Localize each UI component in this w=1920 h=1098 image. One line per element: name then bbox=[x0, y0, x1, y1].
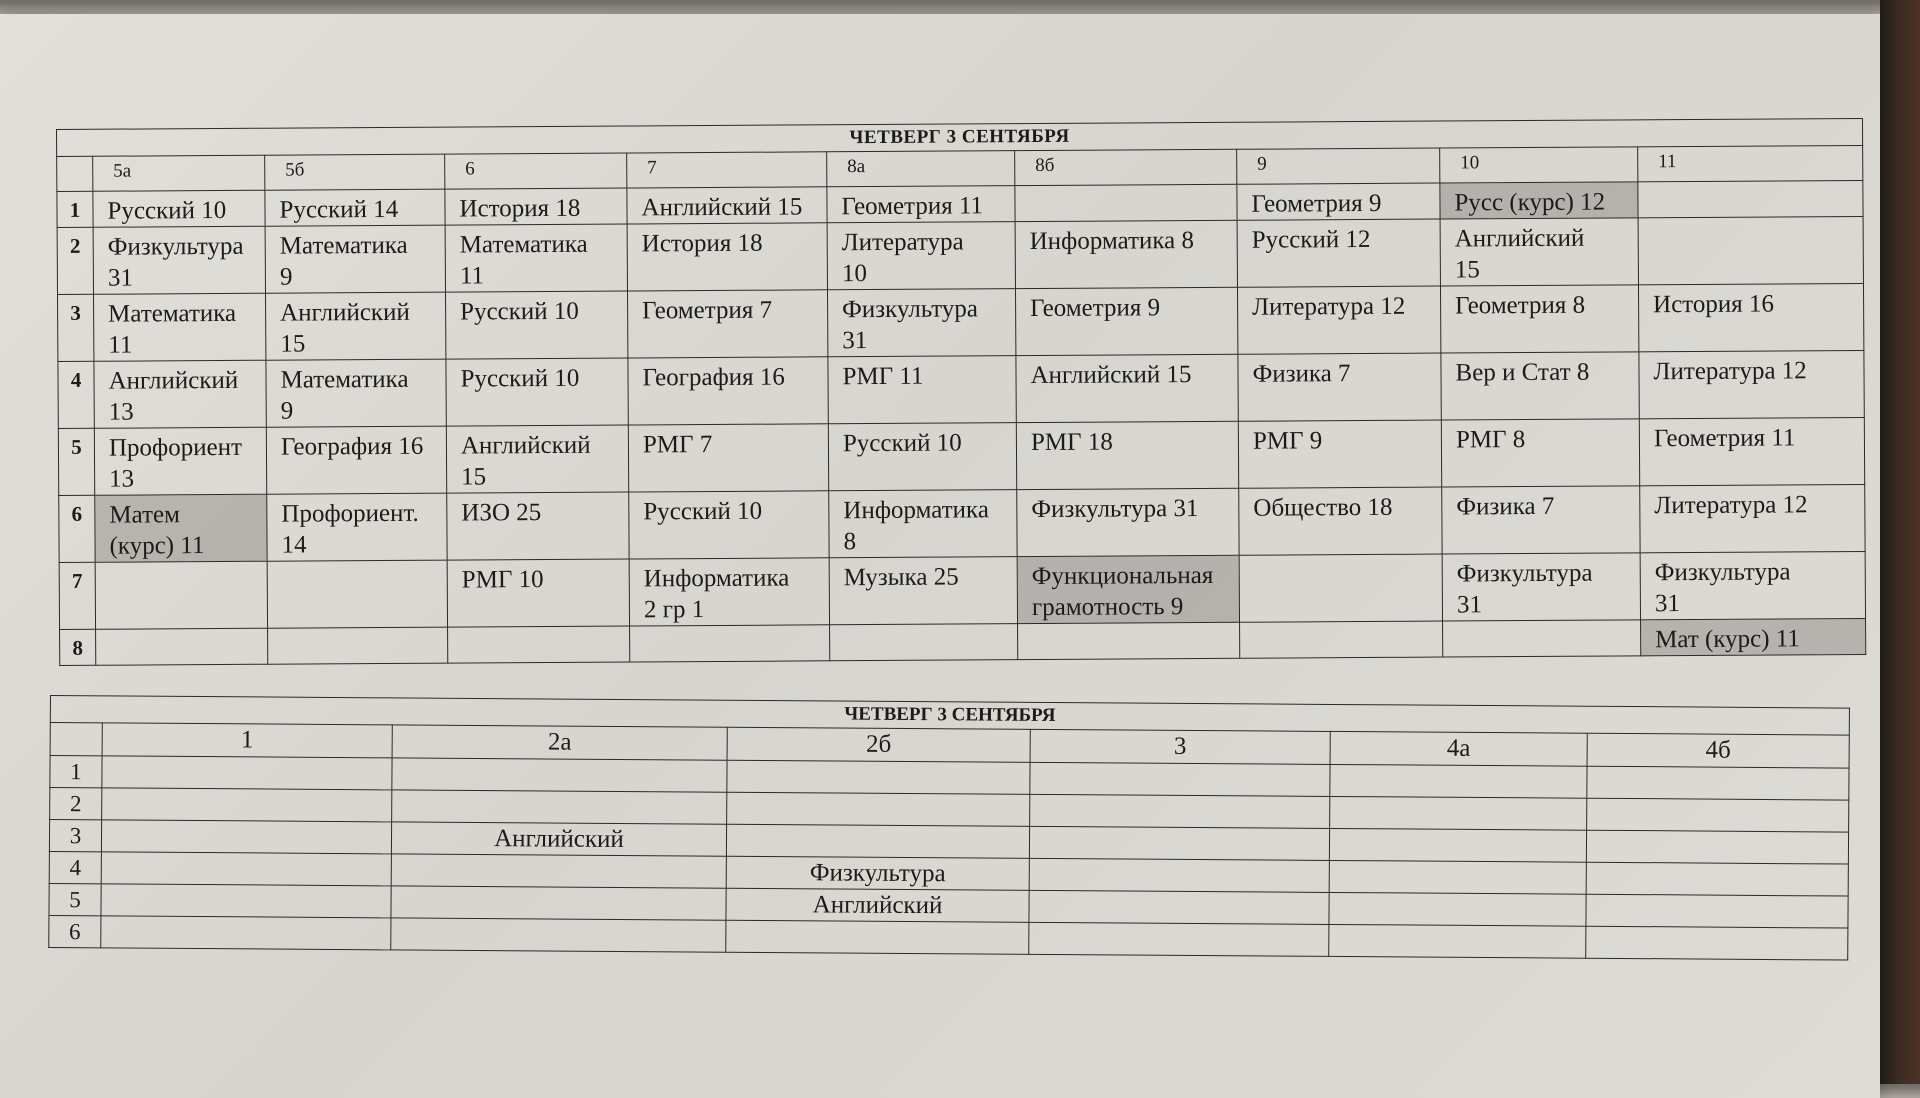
lesson-cell: Литература 12 bbox=[1640, 484, 1865, 552]
lesson-cell: Информатика 8 bbox=[829, 490, 1017, 558]
lesson-cell bbox=[268, 627, 448, 664]
lesson-cell bbox=[830, 624, 1018, 661]
lesson-number: 6 bbox=[49, 915, 101, 947]
lesson-cell: Русский 10 bbox=[446, 291, 628, 359]
lesson-number: 2 bbox=[57, 227, 93, 294]
class-header: 5б bbox=[265, 154, 445, 190]
lesson-cell bbox=[1586, 894, 1848, 928]
lesson-cell bbox=[727, 760, 1030, 794]
lesson-cell: Русский 10 bbox=[446, 358, 628, 426]
table-title: ЧЕТВЕРГ 3 СЕНТЯБРЯ bbox=[57, 118, 1863, 156]
lesson-cell: Литература 12 bbox=[1237, 286, 1440, 354]
lesson-cell bbox=[1586, 926, 1848, 960]
class-header: 9 bbox=[1237, 148, 1440, 184]
lesson-cell bbox=[391, 854, 726, 888]
lesson-cell bbox=[1638, 180, 1863, 217]
lesson-number: 4 bbox=[49, 851, 101, 883]
lesson-cell: Английский 15 bbox=[1016, 354, 1238, 422]
lesson-cell bbox=[267, 560, 447, 628]
lesson-row bbox=[59, 551, 1865, 629]
lesson-cell: Физкультура 31 bbox=[1640, 551, 1865, 619]
lesson-cell bbox=[102, 756, 392, 790]
lesson-cell: Английский 15 bbox=[627, 187, 827, 224]
lesson-cell: Музыка 25 bbox=[829, 557, 1017, 625]
class-header: 6 bbox=[445, 153, 627, 189]
lesson-cell bbox=[1015, 184, 1237, 221]
lesson-cell bbox=[1239, 554, 1442, 622]
lesson-cell bbox=[101, 916, 391, 950]
lesson-number: 2 bbox=[50, 788, 102, 820]
lesson-number: 5 bbox=[58, 428, 94, 495]
class-header: 2б bbox=[727, 727, 1030, 762]
lesson-number: 3 bbox=[49, 820, 101, 852]
class-header: 1 bbox=[102, 723, 392, 758]
class-header: 2а bbox=[392, 725, 727, 760]
lesson-cell bbox=[1029, 922, 1329, 956]
lesson-cell: РМГ 10 bbox=[447, 559, 629, 627]
lesson-cell: ИЗО 25 bbox=[447, 492, 629, 560]
lesson-cell: Математика 11 bbox=[445, 224, 627, 292]
schedule-table-grades-5-11 bbox=[56, 118, 1866, 666]
lesson-cell bbox=[1330, 764, 1587, 798]
lesson-number: 3 bbox=[58, 294, 94, 361]
lesson-cell: История 18 bbox=[445, 188, 627, 225]
table-title: ЧЕТВЕРГ 3 СЕНТЯБРЯ bbox=[50, 696, 1849, 736]
lesson-cell: Информатика 8 bbox=[1015, 220, 1237, 288]
lesson-cell: РМГ 7 bbox=[628, 424, 828, 492]
corner-cell bbox=[57, 156, 93, 191]
lesson-cell: Геометрия 11 bbox=[827, 186, 1015, 223]
lesson-cell: Физика 7 bbox=[1238, 353, 1441, 421]
lesson-cell: Физкультура 31 bbox=[93, 226, 265, 294]
lesson-cell: Геометрия 7 bbox=[628, 290, 828, 358]
class-header: 8б bbox=[1015, 149, 1237, 185]
lesson-row bbox=[59, 484, 1865, 562]
lesson-cell bbox=[392, 790, 727, 824]
lesson-cell bbox=[727, 792, 1030, 826]
lesson-cell bbox=[96, 628, 268, 665]
lesson-cell: Матем (курс) 11 bbox=[95, 494, 267, 562]
class-header: 4а bbox=[1330, 731, 1587, 766]
lesson-cell: РМГ 18 bbox=[1016, 421, 1238, 489]
lesson-cell bbox=[391, 918, 726, 952]
lesson-cell bbox=[1586, 862, 1848, 896]
lesson-cell: Профориент. 14 bbox=[267, 493, 447, 561]
lesson-cell: РМГ 8 bbox=[1441, 419, 1639, 487]
class-header: 8а bbox=[827, 151, 1015, 187]
lesson-cell bbox=[1240, 621, 1443, 658]
lesson-cell: Русский 14 bbox=[265, 189, 445, 226]
lesson-cell: Физкультура 31 bbox=[827, 289, 1015, 357]
lesson-cell: История 18 bbox=[627, 223, 827, 291]
lesson-number: 8 bbox=[60, 629, 96, 665]
lesson-cell bbox=[1329, 860, 1586, 894]
lesson-cell: Физкультура 31 bbox=[1017, 488, 1239, 556]
class-header: 10 bbox=[1440, 147, 1638, 183]
lesson-cell bbox=[392, 758, 727, 792]
lesson-number: 1 bbox=[50, 756, 102, 788]
class-header: 4б bbox=[1587, 733, 1849, 768]
lesson-cell bbox=[1329, 828, 1586, 862]
lesson-cell: Английский bbox=[391, 822, 726, 856]
lesson-number: 5 bbox=[49, 883, 101, 915]
lesson-cell bbox=[726, 824, 1029, 858]
lesson-number: 6 bbox=[59, 495, 95, 562]
lesson-cell bbox=[95, 561, 267, 629]
lesson-cell: Русс (курс) 12 bbox=[1440, 182, 1638, 219]
lesson-cell: Русский 10 bbox=[828, 423, 1016, 491]
lesson-cell: Английский 15 bbox=[446, 425, 628, 493]
lesson-cell bbox=[1329, 924, 1586, 958]
lesson-cell: Геометрия 9 bbox=[1237, 183, 1440, 220]
lesson-cell: Функциональная грамотность 9 bbox=[1017, 555, 1239, 623]
lesson-cell bbox=[630, 625, 830, 662]
lesson-cell: Физкультура 31 bbox=[1442, 553, 1640, 621]
lesson-cell: Физика 7 bbox=[1442, 486, 1640, 554]
lesson-cell: Английский 15 bbox=[1440, 218, 1638, 286]
lesson-cell: Английский 13 bbox=[94, 360, 266, 428]
lesson-cell bbox=[101, 820, 391, 854]
lesson-cell: География 16 bbox=[266, 426, 446, 494]
lesson-cell: Английский 15 bbox=[266, 292, 446, 360]
lesson-cell: Литература 10 bbox=[827, 222, 1015, 290]
lesson-number: 4 bbox=[58, 361, 94, 428]
lesson-cell: Общество 18 bbox=[1239, 487, 1442, 555]
schedule-table-grades-1-4 bbox=[48, 695, 1850, 961]
lesson-cell: Математика 11 bbox=[94, 293, 266, 361]
lesson-cell bbox=[1030, 762, 1330, 796]
lesson-cell bbox=[1587, 798, 1849, 832]
lesson-cell: Профориент 13 bbox=[94, 427, 266, 495]
lesson-number: 7 bbox=[59, 562, 95, 629]
class-header: 3 bbox=[1030, 729, 1330, 764]
lesson-cell bbox=[726, 920, 1029, 954]
lesson-cell: РМГ 11 bbox=[828, 356, 1016, 424]
lesson-number: 1 bbox=[57, 191, 93, 227]
lesson-cell bbox=[1030, 794, 1330, 828]
class-header: 11 bbox=[1638, 145, 1863, 181]
lesson-cell bbox=[1443, 620, 1641, 657]
class-header: 5а bbox=[93, 155, 265, 191]
lesson-cell bbox=[1329, 892, 1586, 926]
desk-edge bbox=[1880, 0, 1920, 1084]
lesson-cell: История 16 bbox=[1638, 283, 1863, 351]
lesson-cell: Русский 12 bbox=[1237, 219, 1440, 287]
lesson-cell: Мат (курс) 11 bbox=[1641, 618, 1866, 655]
lesson-cell: Физкультура bbox=[726, 856, 1029, 890]
lesson-cell: Вер и Стат 8 bbox=[1441, 352, 1639, 420]
class-header: 7 bbox=[627, 152, 827, 188]
lesson-cell bbox=[101, 884, 391, 918]
lesson-cell bbox=[1029, 826, 1329, 860]
corner-cell bbox=[50, 723, 102, 756]
lesson-row bbox=[58, 350, 1864, 428]
lesson-cell: Геометрия 8 bbox=[1440, 285, 1638, 353]
lesson-row bbox=[58, 283, 1864, 361]
lesson-cell bbox=[1586, 830, 1848, 864]
lesson-cell bbox=[391, 886, 726, 920]
lesson-cell bbox=[1029, 858, 1329, 892]
lesson-cell: Геометрия 9 bbox=[1015, 287, 1237, 355]
lesson-cell: Русский 10 bbox=[629, 491, 829, 559]
lesson-cell: Русский 10 bbox=[93, 190, 265, 227]
lesson-cell bbox=[448, 626, 630, 663]
lesson-cell bbox=[1638, 216, 1863, 284]
lesson-cell bbox=[1330, 796, 1587, 830]
lesson-cell: Геометрия 11 bbox=[1639, 417, 1864, 485]
lesson-row bbox=[57, 216, 1863, 294]
lesson-cell: Информатика 2 гр 1 bbox=[629, 558, 829, 626]
lesson-cell bbox=[1587, 766, 1849, 800]
lesson-row bbox=[58, 417, 1864, 495]
lesson-cell bbox=[1029, 890, 1329, 924]
lesson-cell bbox=[1018, 622, 1240, 659]
lesson-cell bbox=[102, 788, 392, 822]
lesson-cell: Английский bbox=[726, 888, 1029, 922]
lesson-cell bbox=[101, 852, 391, 886]
lesson-cell: Математика 9 bbox=[266, 359, 446, 427]
lesson-cell: Математика 9 bbox=[265, 225, 445, 293]
lesson-cell: РМГ 9 bbox=[1238, 420, 1441, 488]
lesson-cell: Литература 12 bbox=[1639, 350, 1864, 418]
lesson-cell: География 16 bbox=[628, 357, 828, 425]
